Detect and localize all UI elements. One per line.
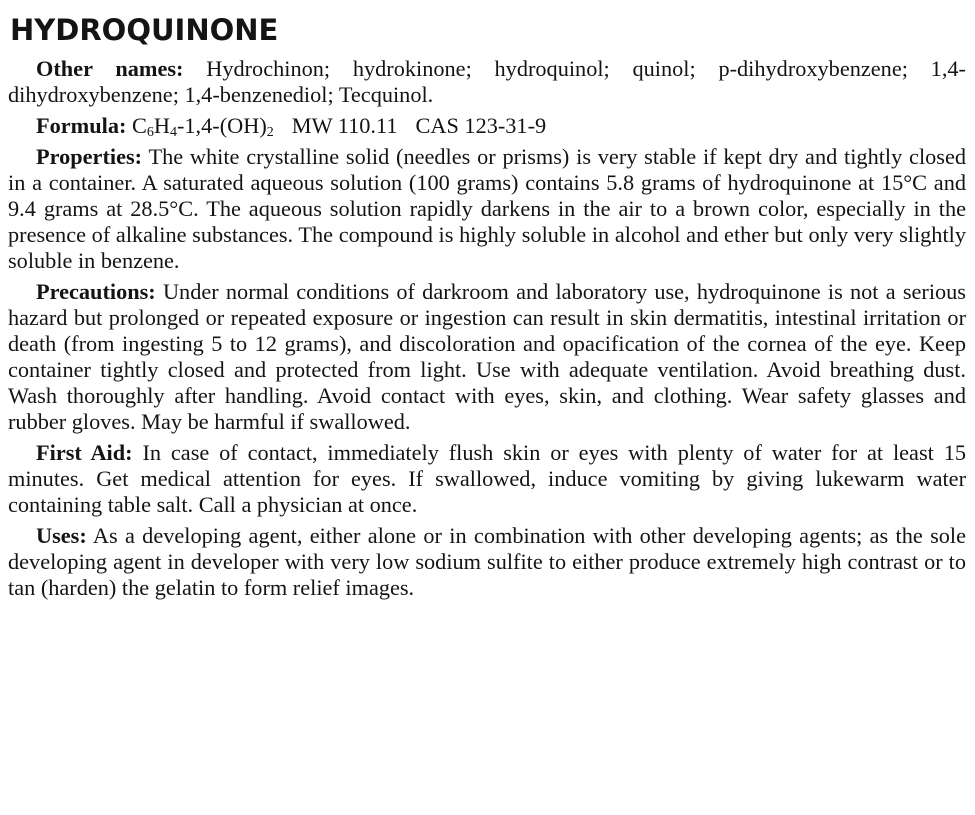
formula-h-subscript: 4 (169, 125, 177, 140)
properties-text: The white crystalline solid (needles or prisms) is very stable if kept dry and tightly closed in a container. A saturated aqueous solution (100 grams) contains 5.8 grams of hydroquinone at 15°C and 9.4 grams at 28.5°C. The aqueous solution rapidly darkens in the air to a brown color, especially in the presence of alkaline substances. The compound is highly soluble in alcohol and ether but only very slightly soluble in benzene. (8, 144, 967, 273)
properties-paragraph (8, 144, 966, 274)
formula-label: Formula: (36, 113, 127, 138)
formula-oh-subscript: 2 (266, 125, 274, 140)
precautions-text: Under normal conditions of darkroom and laboratory use, hydroquinone is not a serious hazard but prolonged or repeated exposure or ingestion can result in skin dermatitis, intestinal irritation or death (from ingesting 5 to 12 grams), and discoloration and opacification of the cornea of the eye. Keep container tightly closed and protected from light. Use with adequate ventilation. Avoid breathing dust. Wash thoroughly after handling. Avoid contact with eyes, skin, and clothing. Wear safety glasses and rubber gloves. May be harmful if swallowed. (8, 279, 966, 434)
formula-rest: -1,4-(OH) (176, 113, 267, 138)
uses-label: Uses: (36, 523, 87, 548)
first-aid-paragraph (8, 440, 966, 518)
molecular-weight: MW 110.11 (291, 113, 398, 138)
properties-label: Properties: (36, 144, 143, 169)
other-names-paragraph (8, 56, 966, 108)
other-names-label: Other names: (36, 56, 184, 81)
uses-paragraph (8, 523, 966, 601)
uses-text: As a developing agent, either alone or in combination with other developing agents; as the sole developing agent in developer with very low sodium sulfite to either produce extremely high contrast or to tan (harden) the gelatin to form relief images. (8, 523, 966, 600)
first-aid-label: First Aid: (36, 440, 133, 465)
formula-h: H (153, 113, 170, 138)
document-page (8, 6, 966, 606)
formula-c-subscript: 6 (146, 125, 154, 140)
precautions-label: Precautions: (36, 279, 156, 304)
first-aid-text: In case of contact, immediately flush skin or eyes with plenty of water for at least 15 minutes. Get medical attention for eyes. If swallowed, induce vomiting by giving lukewarm water containing table salt. Call a physician at once. (8, 440, 966, 517)
entry-title: HYDROQUINONE (10, 13, 279, 47)
cas-number: CAS 123-31-9 (415, 113, 547, 138)
formula-paragraph (8, 113, 966, 139)
formula-c: C (132, 113, 147, 138)
other-names-text: Hydrochinon; hydrokinone; hydroquinol; quinol; p-dihydroxybenzene; 1,4-dihydroxybenzene; 1,4-benzenediol; Tecquinol. (8, 56, 966, 107)
precautions-paragraph (8, 279, 966, 435)
